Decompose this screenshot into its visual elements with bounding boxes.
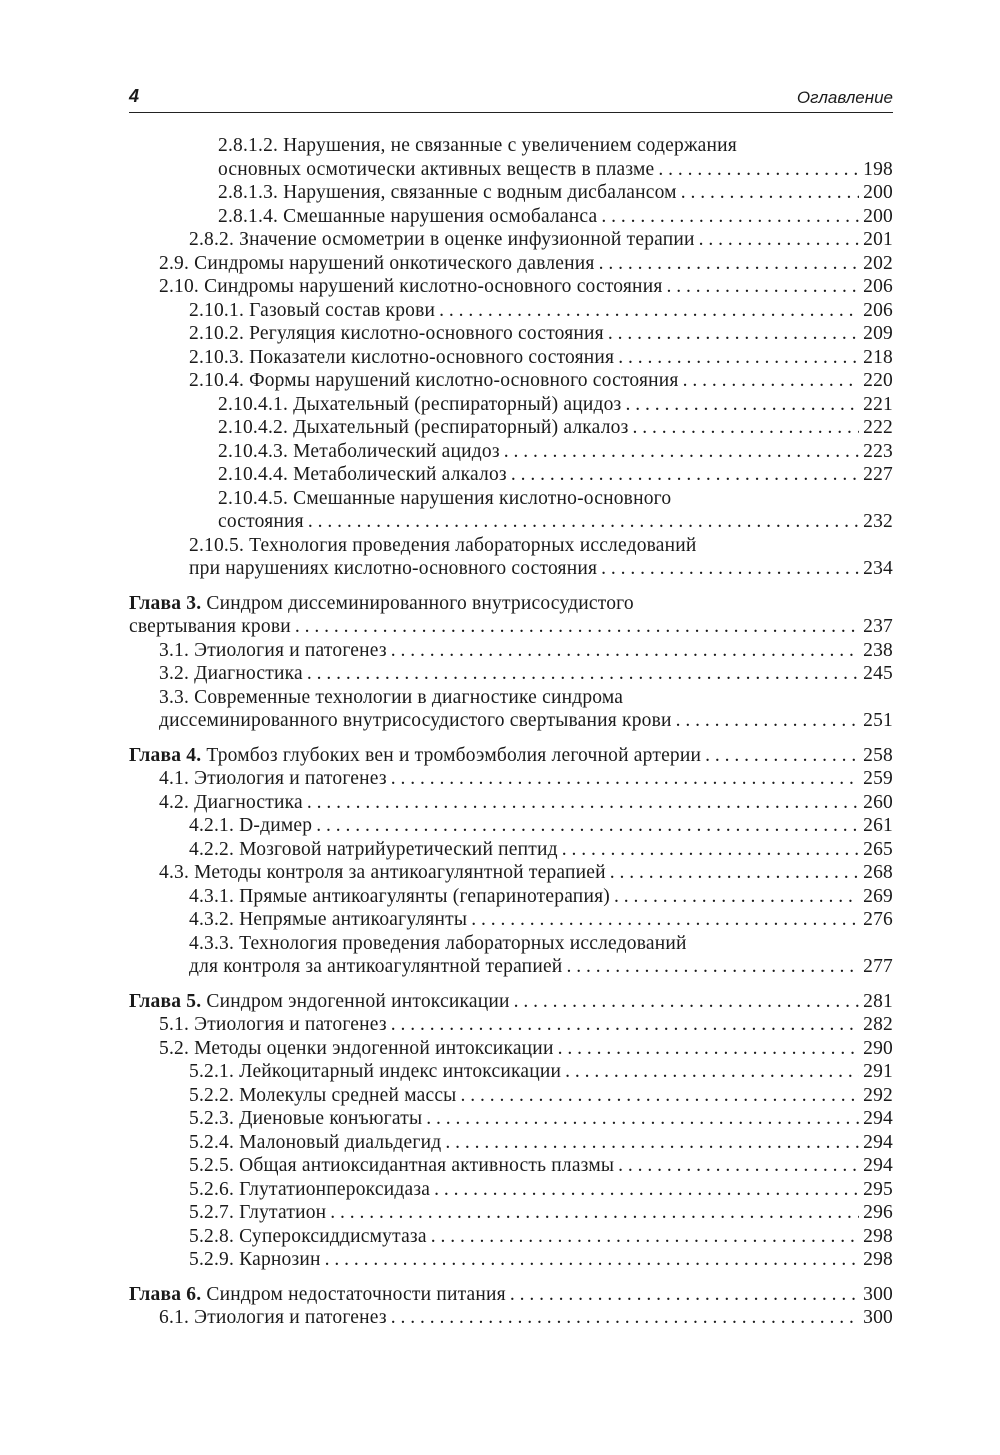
toc-entry-title: 5.2.3. Диеновые конъюгаты [189, 1108, 423, 1129]
toc-entry-title: 2.10.4.5. Смешанные нарушения кислотно-основного [218, 487, 672, 509]
toc-entry[interactable] [129, 275, 893, 299]
toc-line [218, 440, 893, 464]
toc-page-number: 238 [863, 639, 893, 661]
page-number: 4 [129, 86, 140, 106]
toc-entry-title: Глава 5. Синдром эндогенной интоксикации [129, 990, 510, 1012]
leader-dots [625, 393, 859, 417]
toc-entry[interactable] [129, 252, 893, 276]
leader-dots [510, 1283, 859, 1307]
leader-dots [325, 1248, 859, 1272]
leader-dots [614, 885, 859, 909]
leader-dots [514, 990, 860, 1014]
toc-line [189, 908, 893, 932]
running-header [129, 80, 893, 113]
toc-entry[interactable] [129, 534, 893, 581]
toc-entry-title: 3.3. Современные технологии в диагностике синдрома [159, 686, 624, 708]
toc-entry[interactable] [129, 369, 893, 393]
toc-line [218, 393, 893, 417]
toc-entry-title: 5.2.1. Лейкоцитарный индекс интоксикации [189, 1061, 562, 1082]
toc-page-number: 259 [863, 768, 893, 789]
toc-entry[interactable] [129, 1154, 893, 1178]
toc-line [189, 955, 893, 979]
toc-line [189, 228, 893, 252]
leader-dots [683, 369, 860, 393]
toc-entry-title: 4.1. Этиология и патогенез [159, 768, 387, 789]
toc-page-number: 200 [863, 182, 893, 203]
toc-line [129, 990, 893, 1014]
toc-entry-title: 2.8.1.4. Смешанные нарушения осмобаланса [218, 205, 598, 227]
toc-line [129, 592, 893, 616]
toc-entry-title: 6.1. Этиология и патогенез [159, 1307, 387, 1328]
toc-entry-title: 4.3.3. Технология проведения лабораторных исследований [189, 932, 687, 954]
toc-line [129, 1283, 893, 1307]
toc-chapter-entry[interactable] [129, 1283, 893, 1307]
toc-entry-title: 2.10.4.2. Дыхательный (респираторный) алкалоз [218, 417, 629, 438]
toc-line [189, 369, 893, 393]
leader-dots [667, 275, 860, 299]
leader-dots [471, 908, 859, 932]
leader-dots [445, 1131, 859, 1155]
toc-line [129, 744, 893, 768]
toc-line [189, 1107, 893, 1131]
toc-entry-title: 2.10.4.3. Метаболический ацидоз [218, 440, 500, 462]
leader-dots [558, 1037, 860, 1061]
toc-page-number: 261 [863, 815, 893, 836]
toc-entry-title: 2.10.4. Формы нарушений кислотно-основного состояния [189, 370, 679, 391]
toc-entry[interactable] [129, 1178, 893, 1202]
toc-page-number: 237 [863, 616, 893, 637]
toc-chapter-entry[interactable] [129, 592, 893, 639]
toc-page-number: 245 [863, 663, 893, 684]
toc-line [189, 1154, 893, 1178]
toc-page-number: 282 [863, 1014, 893, 1035]
toc-entry-title: 4.3.1. Прямые антикоагулянты (гепаринотерапия) [189, 885, 610, 907]
toc-page-number: 227 [863, 464, 893, 485]
toc-page-number: 300 [863, 1307, 893, 1328]
toc-line [218, 416, 893, 440]
toc-line [218, 134, 893, 158]
toc-page-number: 260 [863, 791, 893, 813]
toc-line [189, 1248, 893, 1272]
toc-line [189, 557, 893, 581]
leader-dots [391, 767, 859, 791]
toc-entry-title: состояния [218, 511, 304, 532]
toc-entry[interactable] [129, 487, 893, 534]
toc-entry[interactable] [129, 1131, 893, 1155]
toc-entry-title: 2.10.2. Регуляция кислотно-основного состояния [189, 323, 604, 344]
toc-page-number: 265 [863, 838, 893, 860]
leader-dots [460, 1084, 859, 1108]
toc-entry-title: 2.8.2. Значение осмометрии в оценке инфузионной терапии [189, 229, 695, 250]
toc-page-number: 290 [863, 1037, 893, 1059]
toc-line [218, 487, 893, 511]
toc-page-number: 201 [863, 229, 893, 250]
toc-line [189, 1084, 893, 1108]
leader-dots [391, 1306, 859, 1330]
chapter-label: Глава 6. [129, 1283, 202, 1305]
leader-dots [295, 615, 859, 639]
toc-line [159, 1013, 893, 1037]
leader-dots [330, 1201, 859, 1225]
toc-entry[interactable] [129, 205, 893, 229]
leader-dots [391, 639, 859, 663]
toc-line [189, 838, 893, 862]
toc-page-number: 292 [863, 1084, 893, 1106]
toc-page-number: 298 [863, 1249, 893, 1270]
toc-page-number: 298 [863, 1225, 893, 1247]
running-title: Оглавление [796, 88, 893, 107]
toc-page-number: 209 [863, 323, 893, 344]
leader-dots [566, 955, 859, 979]
toc-entry[interactable] [129, 791, 893, 815]
leader-dots [658, 158, 859, 182]
toc-line [159, 709, 893, 733]
leader-dots [601, 205, 859, 229]
toc-entry[interactable] [129, 1107, 893, 1131]
toc-entry-title: 3.2. Диагностика [159, 663, 303, 684]
toc-line [218, 510, 893, 534]
toc-line [189, 346, 893, 370]
toc-entry-title: 5.2.2. Молекулы средней массы [189, 1084, 457, 1106]
leader-dots [504, 440, 859, 464]
toc-entry-title: 4.3.2. Непрямые антикоагулянты [189, 909, 468, 930]
toc-entry-title: 5.2.7. Глутатион [189, 1202, 327, 1223]
toc-entry-title: 4.2. Диагностика [159, 791, 303, 813]
toc-page-number: 277 [863, 956, 893, 977]
toc-page-number: 223 [863, 440, 893, 462]
toc-entry[interactable] [129, 1084, 893, 1108]
toc-entry[interactable] [129, 639, 893, 663]
toc-entry-title: 5.1. Этиология и патогенез [159, 1014, 387, 1035]
toc-line [129, 615, 893, 639]
leader-dots [562, 838, 859, 862]
toc-page-number: 206 [863, 276, 893, 297]
toc-entry[interactable] [129, 908, 893, 932]
toc-entry-title: 2.10.5. Технология проведения лабораторных исследований [189, 534, 697, 556]
toc-page-number: 294 [863, 1108, 893, 1129]
leader-dots [511, 463, 859, 487]
toc-page-number: 222 [863, 417, 893, 438]
toc-line [159, 275, 893, 299]
toc-line [189, 1178, 893, 1202]
toc-chapter-entry[interactable] [129, 990, 893, 1014]
toc-entry-title: диссеминированного внутрисосудистого свертывания крови [159, 710, 672, 731]
toc-page-number: 251 [863, 710, 893, 731]
toc-page-number: 294 [863, 1155, 893, 1176]
toc-line [159, 686, 893, 710]
toc-entry[interactable] [129, 1037, 893, 1061]
leader-dots [426, 1107, 859, 1131]
toc-line [189, 322, 893, 346]
toc-page-number: 221 [863, 393, 893, 415]
leader-dots [608, 322, 859, 346]
toc-page-number: 296 [863, 1202, 893, 1223]
leader-dots [434, 1178, 859, 1202]
toc-entry-title: 5.2.9. Карнозин [189, 1249, 321, 1270]
toc-entry-title: 5.2.5. Общая антиоксидантная активность плазмы [189, 1155, 615, 1176]
leader-dots [601, 557, 859, 581]
toc-entry-title: Глава 3. Синдром диссеминированного внутрисосудистого [129, 592, 634, 614]
toc-entry[interactable] [129, 686, 893, 733]
toc-line [159, 639, 893, 663]
toc-line [218, 181, 893, 205]
toc-line [189, 814, 893, 838]
toc-entry-title: 2.10.4.4. Метаболический алкалоз [218, 464, 507, 485]
leader-dots [439, 299, 859, 323]
toc-entry-title: 2.9. Синдромы нарушений онкотического давления [159, 252, 595, 274]
leader-dots [676, 709, 860, 733]
toc-entry[interactable] [129, 346, 893, 370]
toc-line [189, 1225, 893, 1249]
toc-entry-title: Глава 6. Синдром недостаточности питания [129, 1283, 506, 1305]
toc-entry-title: 5.2. Методы оценки эндогенной интоксикации [159, 1037, 554, 1059]
toc-page-number: 300 [863, 1283, 893, 1305]
leader-dots [618, 346, 859, 370]
leader-dots [705, 744, 859, 768]
leader-dots [699, 228, 859, 252]
toc-line [159, 861, 893, 885]
toc-entry[interactable] [129, 838, 893, 862]
toc-entry[interactable] [129, 662, 893, 686]
toc-entry[interactable] [129, 440, 893, 464]
toc-entry[interactable] [129, 322, 893, 346]
toc-entry-title: 5.2.4. Малоновый диальдегид [189, 1131, 442, 1153]
toc-line [159, 791, 893, 815]
toc-page-number: 202 [863, 252, 893, 274]
toc-entry[interactable] [129, 134, 893, 181]
toc-line [189, 932, 893, 956]
toc-line [189, 1060, 893, 1084]
toc-entry-title: 5.2.6. Глутатионпероксидаза [189, 1178, 431, 1200]
toc-entry-title: при нарушениях кислотно-основного состояния [189, 558, 598, 579]
toc-page-number: 295 [863, 1178, 893, 1200]
table-of-contents [129, 134, 893, 1330]
toc-entry-title: 3.1. Этиология и патогенез [159, 639, 387, 661]
toc-page-number: 291 [863, 1061, 893, 1082]
toc-entry[interactable] [129, 393, 893, 417]
toc-entry[interactable] [129, 767, 893, 791]
toc-line [218, 205, 893, 229]
leader-dots [618, 1154, 859, 1178]
toc-page-number: 206 [863, 299, 893, 321]
toc-line [218, 158, 893, 182]
toc-entry[interactable] [129, 932, 893, 979]
toc-page-number: 198 [863, 158, 893, 180]
toc-line [189, 299, 893, 323]
leader-dots [632, 416, 859, 440]
toc-page-number: 269 [863, 885, 893, 907]
toc-line [218, 463, 893, 487]
leader-dots [599, 252, 860, 276]
toc-entry-title: 2.10.1. Газовый состав крови [189, 299, 436, 321]
toc-entry[interactable] [129, 885, 893, 909]
toc-page-number: 218 [863, 346, 893, 368]
toc-entry-title: 4.2.2. Мозговой натрийуретический пептид [189, 838, 558, 860]
toc-line [159, 767, 893, 791]
leader-dots [307, 662, 859, 686]
toc-entry-title: 2.8.1.3. Нарушения, связанные с водным дисбалансом [218, 182, 677, 203]
toc-page-number: 234 [863, 558, 893, 579]
toc-entry-title: 4.2.1. D-димер [189, 815, 313, 836]
toc-entry[interactable] [129, 228, 893, 252]
leader-dots [610, 861, 859, 885]
toc-entry[interactable] [129, 861, 893, 885]
toc-page-number: 232 [863, 511, 893, 532]
toc-entry-title: для контроля за антикоагулянтной терапией [189, 956, 563, 977]
toc-entry-title: 2.8.1.2. Нарушения, не связанные с увеличением содержания [218, 135, 737, 156]
toc-line [189, 885, 893, 909]
toc-entry[interactable] [129, 463, 893, 487]
toc-entry[interactable] [129, 299, 893, 323]
toc-entry[interactable] [129, 1201, 893, 1225]
leader-dots [431, 1225, 859, 1249]
toc-line [189, 1131, 893, 1155]
chapter-label: Глава 4. [129, 744, 202, 766]
toc-entry[interactable] [129, 1306, 893, 1330]
toc-entry-title: 5.2.8. Супероксиддисмутаза [189, 1225, 427, 1247]
toc-entry-title: Глава 4. Тромбоз глубоких вен и тромбоэмболия легочной артерии [129, 744, 702, 766]
leader-dots [391, 1013, 859, 1037]
leader-dots [565, 1060, 859, 1084]
toc-entry[interactable] [129, 814, 893, 838]
leader-dots [308, 510, 859, 534]
chapter-label: Глава 5. [129, 990, 202, 1012]
leader-dots [316, 814, 859, 838]
toc-page-number: 258 [863, 744, 893, 766]
toc-entry-title: основных осмотически активных веществ в плазме [218, 158, 655, 180]
leader-dots [307, 791, 859, 815]
toc-line [159, 252, 893, 276]
toc-entry-title: свертывания крови [129, 616, 291, 637]
toc-page-number: 281 [863, 990, 893, 1012]
toc-entry[interactable] [129, 1248, 893, 1272]
toc-page-number: 200 [863, 205, 893, 227]
toc-line [159, 662, 893, 686]
toc-entry-title: 4.3. Методы контроля за антикоагулянтной терапией [159, 862, 606, 883]
chapter-label: Глава 3. [129, 592, 202, 614]
toc-line [189, 1201, 893, 1225]
toc-entry-title: 2.10.4.1. Дыхательный (респираторный) ацидоз [218, 393, 622, 415]
toc-entry[interactable] [129, 181, 893, 205]
toc-entry[interactable] [129, 1013, 893, 1037]
toc-page-number: 220 [863, 370, 893, 391]
toc-entry[interactable] [129, 1060, 893, 1084]
toc-entry[interactable] [129, 1225, 893, 1249]
toc-entry[interactable] [129, 416, 893, 440]
toc-line [159, 1037, 893, 1061]
toc-page-number: 276 [863, 909, 893, 930]
toc-chapter-entry[interactable] [129, 744, 893, 768]
leader-dots [681, 181, 859, 205]
toc-line [189, 534, 893, 558]
toc-page-number: 294 [863, 1131, 893, 1153]
toc-line [159, 1306, 893, 1330]
toc-page-number: 268 [863, 862, 893, 883]
toc-entry-title: 2.10.3. Показатели кислотно-основного состояния [189, 346, 615, 368]
toc-entry-title: 2.10. Синдромы нарушений кислотно-основного состояния [159, 276, 663, 297]
